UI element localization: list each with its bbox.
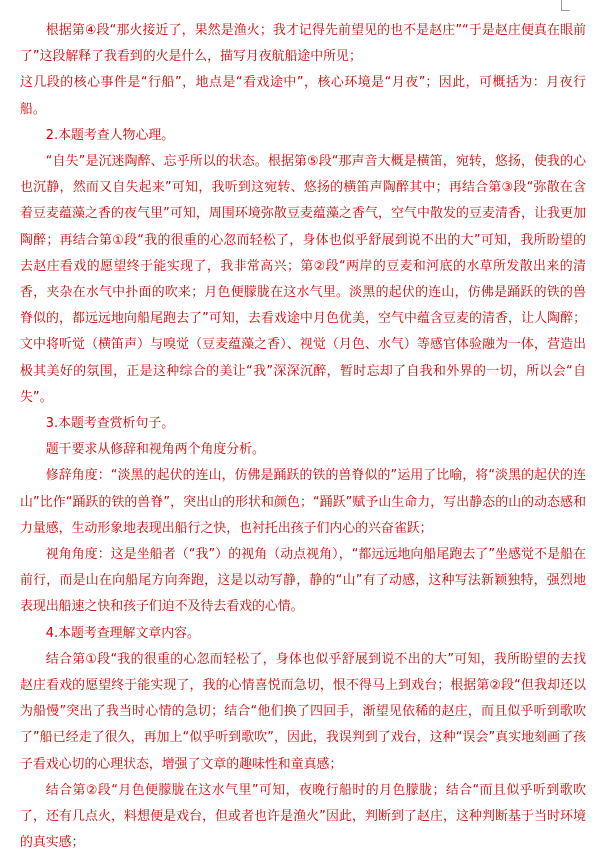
paragraph-perspective-angle: 视角角度：这是坐船者（“我”）的视角（动点视角），“都远远地向船尾跑去了”坐感觉不是船在前行，而是山在向船尾方向奔跑，这是以动写静，静的“山”有了动感，这种写法新颖独特，强烈地表现出船速之快和孩子们迫不及待去看戏的心情。: [20, 547, 586, 615]
question-2-heading: 2.本题考查人物心理。: [45, 127, 175, 143]
question-4-heading: 4.本题考查理解文章内容。: [45, 625, 200, 641]
question-3-heading: 3.本题考查赏析句子。: [45, 416, 175, 432]
paragraph-summary-night-boat: 这几段的核心事件是“行船”，地点是“看戏途中”，核心环境是“月夜”；因此，可概括为：月夜行船。: [20, 75, 586, 117]
paragraph-self-loss-analysis: “自失”是沉迷陶醉、忘乎所以的状态。根据第⑤段“那声音大概是横笛，宛转，悠扬，使我的心也沉静，然而又自失起来”可知，我听到这宛转、悠扬的横笛声陶醉其中；再结合第③段“弥散在含着豆麦蕴藻之香的夜气里”可知，周围环境弥散豆麦蕴藻之香气，空气中散发的豆麦清香，让我更加陶醉；再结合第①段“我的很重的心忽而轻松了，身体也似乎舒展到说不出的大”可知，我所盼望的去赵庄看戏的愿望终于能实现了，我非常高兴；第②段“两岸的豆麦和河底的水草所发散出来的清香，夹杂在水气中扑面的吹来；月色便朦胧在这水气里。淡黑的起伏的连山，仿佛是踊跃的铁的兽脊似的，都远远地向船尾跑去了”可知，去看戏途中月色优美，空气中蕴含豆麦的清香，让人陶醉；文中将听觉（横笛声）与嗅觉（豆麦蕴藻之香）、视觉（月色、水气）等感官体验融为一体，营造出极其美好的氛围，正是这种综合的美让“我”深深沉醉，暂时忘却了自我和外界的一切，所以会“自失”。: [20, 154, 586, 405]
paragraph-fire-explanation: 根据第④段“那火接近了，果然是渔火；我才记得先前望见的也不是赵庄”“于是赵庄便真在眼前了”这段解释了我看到的火是什么，描写月夜航船途中所见；: [20, 23, 586, 65]
paragraph-eager-mood: 结合第①段“我的很重的心忽而轻松了，身体也似乎舒展到说不出的大”可知，我所盼望的去找赵庄看戏的愿望终于能实现了，我的心情喜悦而急切，恨不得马上到戏台；根据第②段“但我却还以为船慢”突出了我当时心情的急切；结合“他们换了四回手，渐望见依稀的赵庄，而且似乎听到歌吹了”船已经走了很久，再加上“似乎听到歌吹”，因此，我误判到了戏台，这种“误会”真实地刻画了孩子看戏心切的心理状态，增强了文章的趣味性和童真感；: [20, 651, 586, 772]
paragraph-rhetoric-angle: 修辞角度：“淡黑的起伏的连山，仿佛是踊跃的铁的兽脊似的”运用了比喻，将“淡黑的起伏的连山”比作“踊跃的铁的兽脊”，突出山的形状和颜色；“踊跃”赋予山生命力，写出静态的山的动态感和力量感，生动形象地表现出船行之快，也衬托出孩子们内心的兴奋雀跃；: [20, 468, 586, 536]
paragraph-question-requirement: 题干要求从修辞和视角两个角度分析。: [45, 442, 265, 458]
paragraph-moonlight-judgment: 结合第②段“月色便朦胧在这水气里”可知，夜晚行船时的月色朦胧；结合“而且似乎听到歌吹了，还有几点火，料想便是戏台，但或者也许是渔火”因此，判断到了赵庄，这种判断基于当时环境的真实感；: [20, 782, 586, 851]
